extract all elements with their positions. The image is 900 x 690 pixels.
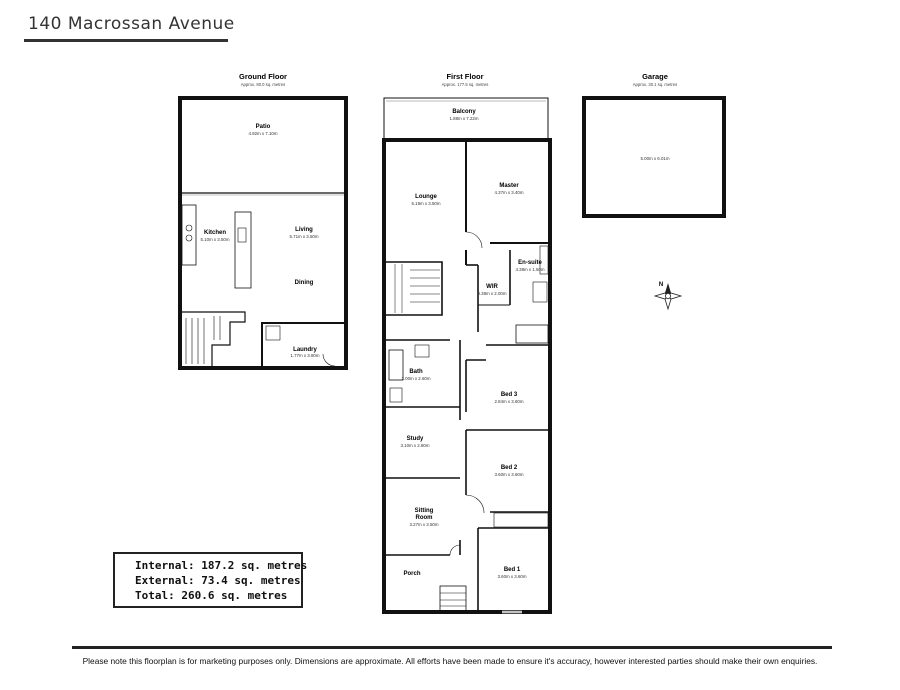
master-dims: 4.37m x 3.40m [494, 190, 524, 195]
ground-stairs [182, 312, 245, 366]
study-dims: 3.10m x 2.80m [400, 443, 430, 448]
compass-rose-icon [655, 282, 681, 309]
porch-name: Porch [403, 571, 421, 577]
master-name: Master [499, 183, 519, 189]
patio-name: Patio [255, 124, 271, 130]
ensuite-dims: 4.38m x 1.50m [515, 267, 545, 272]
garage-dims: 5.00m x 6.01m [640, 156, 670, 161]
disclaimer-text: Please note this floorplan is for marketing purposes only. Dimensions are approximate. All efforts have been made to ensure it's accuracy, however interested parties should make their own enquiries. [82, 656, 818, 666]
study-name: Study [406, 436, 424, 442]
area-totals-box [113, 552, 308, 608]
garage-label: Garage [642, 72, 668, 81]
first-floor-label: First Floor [446, 72, 484, 81]
ensuite-bath [516, 325, 548, 343]
bed1-dims: 3.60m x 3.60m [497, 574, 527, 579]
lounge-dims: 5.19m x 3.50m [411, 201, 441, 206]
bed3-dims: 2.84m x 3.60m [494, 399, 524, 404]
patio-dims: 4.92m x 7.10m [248, 131, 278, 136]
external-area: External: 73.4 sq. metres [135, 574, 301, 587]
compass-north-label: N [658, 282, 664, 288]
kitchen-name: Kitchen [203, 230, 227, 236]
sitting-dims: 3.27m x 3.50m [409, 522, 439, 527]
sitting-name-line1: Sitting [414, 508, 434, 514]
wir-dims: 3.38m x 2.00m [477, 291, 507, 296]
bed2-robe [494, 513, 548, 527]
first-floor-area: Approx. 177.5 sq. metres [441, 82, 489, 87]
kitchen-island [235, 212, 251, 288]
total-area: Total: 260.6 sq. metres [135, 589, 288, 602]
living-dims: 5.71m x 3.50m [289, 234, 319, 239]
internal-area: Internal: 187.2 sq. metres [135, 559, 308, 572]
wir-name: WIR [486, 284, 498, 290]
kitchen-sink [238, 228, 246, 242]
laundry-name: Laundry [293, 347, 317, 353]
garage-area: Approx. 30.1 sq. metres [632, 82, 678, 87]
bed1-name: Bed 1 [503, 567, 521, 573]
sitting-name-line2: Room [415, 515, 433, 521]
ground-floor-area: Approx. 80.0 sq. metres [240, 82, 286, 87]
ground-floor-label: Ground Floor [239, 72, 287, 81]
living-name: Living [295, 227, 313, 233]
dining-name: Dining [294, 280, 314, 286]
laundry-wall [262, 323, 344, 366]
lounge-name: Lounge [415, 194, 437, 200]
bed2-dims: 3.60m x 3.60m [494, 472, 524, 477]
property-title: 140 Macrossan Avenue [28, 14, 235, 34]
balcony-name: Balcony [452, 109, 476, 115]
bed2-name: Bed 2 [500, 465, 518, 471]
bath-dims: 2.00m x 2.60m [401, 376, 431, 381]
first-floor-plan [384, 98, 550, 613]
ensuite-name: En-suite [518, 260, 542, 266]
balcony-dims: 1.88m x 7.22m [449, 116, 479, 121]
laundry-door [323, 354, 335, 366]
footer-divider [72, 646, 832, 649]
kitchen-dims: 5.10m x 3.50m [200, 237, 230, 242]
laundry-dims: 1.77m x 3.80m [290, 353, 320, 358]
bed3-name: Bed 3 [500, 392, 518, 398]
entry-steps [440, 586, 466, 612]
bath-name: Bath [409, 369, 423, 375]
master-door [466, 232, 482, 248]
